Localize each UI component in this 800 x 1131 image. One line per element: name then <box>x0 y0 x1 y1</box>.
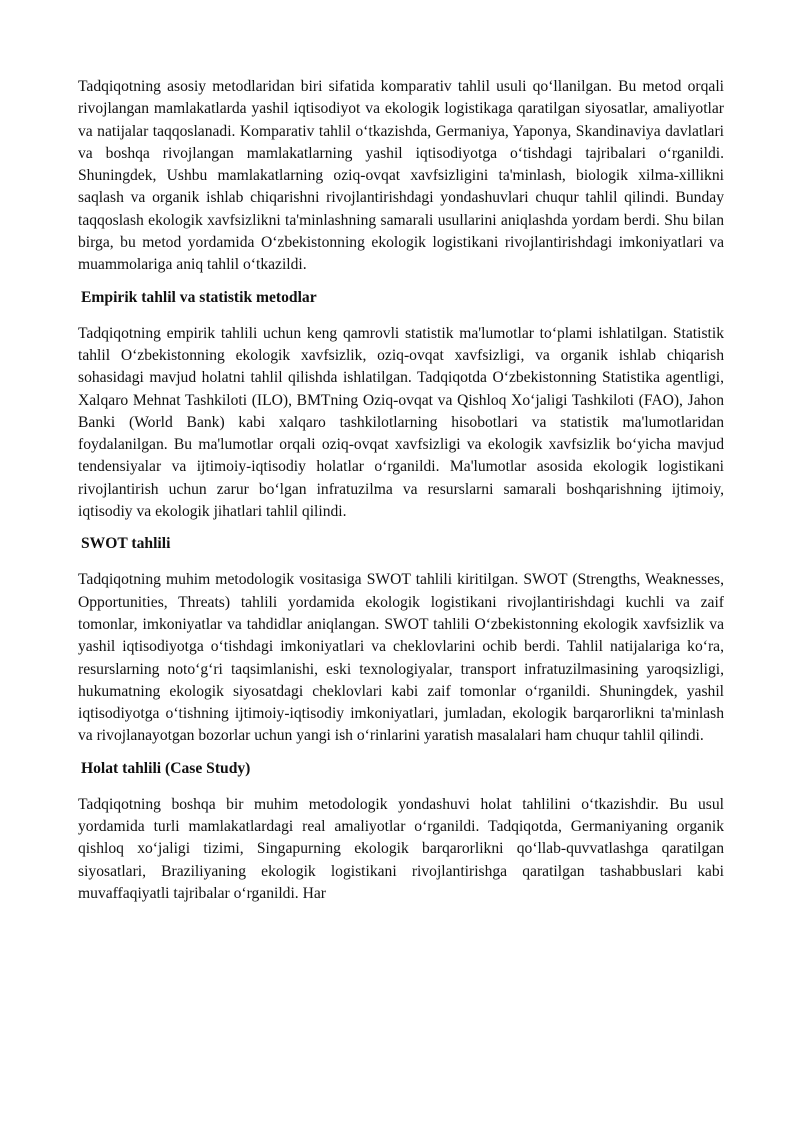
spacer <box>78 309 724 323</box>
paragraph-empirical-analysis: Tadqiqotning empirik tahlili uchun keng qamrovli statistik ma'lumotlar to‘plami ishlatilgan. Statistik tahlil O‘zbekistonning ekologik xavfsizlik, oziq-ovqat xavfsizligi, va organik ishlab chiqarish sohasidagi mavjud holatni tahlil qilishda ishlatilgan. Tadqiqotda O‘zbekistonning Statistika agentligi, Xalqaro Mehnat Tashkiloti (ILO), BMTning Oziq-ovqat va Qishloq Xo‘jaligi Tashkiloti (FAO), Jahon Banki (World Bank) kabi xalqaro tashkilotlarning hisobotlari va statistik ma'lumotlaridan foydalanilgan. Bu ma'lumotlar orqali oziq-ovqat xavfsizligi va ekologik xavfsizlik bo‘yicha mavjud tendensiyalar va ijtimoiy-iqtisodiy holatlar o‘rganildi. Ma'lumotlar asosida ekologik logistikani rivojlantirish uchun zarur bo‘lgan infratuzilma va resurslarni samarali boshqarishning ijtimoiy, iqtisodiy va ekologik jihatlari tahlil qilindi. <box>78 324 724 521</box>
section-heading-empirical-analysis: Empirik tahlil va statistik metodlar <box>81 288 317 306</box>
paragraph-comparative-analysis: Tadqiqotning asosiy metodlaridan biri sifatida komparativ tahlil usuli qo‘llanilgan. Bu metod orqali rivojlangan mamlakatlarda yashil iqtisodiyot va ekologik logistikaga qaratilgan siyosatlar, amaliyotlar va natijalar taqqoslanadi. Komparativ tahlil o‘tkazishda, Germaniya, Yaponya, Skandinaviya davlatlari va boshqa rivojlangan mamlakatlarning yashil iqtisodiyotga o‘tishdagi tajribalari o‘rganildi. Shuningdek, Ushbu mamlakatlarning oziq-ovqat xavfsizligini ta'minlash, biologik xilma-xillikni saqlash va organik ishlab chiqarishni rivojlantirishdagi yondashuvlari chuqur tahlil qilindi. Bunday taqqoslash ekologik xavfsizlikni ta'minlashning samarali usullarini aniqlashda yordam berdi. Shu bilan birga, bu metod yordamida O‘zbekistonning ekologik logistikani rivojlantirishdagi imkoniyatlari va muammolariga aniq tahlil o‘tkazildi. <box>78 78 724 274</box>
spacer <box>78 555 724 569</box>
paragraph-swot-analysis: Tadqiqotning muhim metodologik vositasiga SWOT tahlili kiritilgan. SWOT (Strengths, Weaknesses, Opportunities, Threats) tahlili yordamida ekologik logistikani rivojlantirishdagi kuchli va zaif tomonlar, imkoniyatlar va tahdidlar aniqlangan. SWOT tahlili O‘zbekistonning ekologik xavfsizlik va yashil iqtisodiyotga o‘tishdagi imkoniyatlari va cheklovlarini ochib berdi. Tahlil natijalariga ko‘ra, resurslarning noto‘g‘ri taqsimlanishi, eski texnologiyalar, transport infratuzilmasining yaroqsizligi, hukumatning ekologik siyosatdagi cheklovlari kabi zaif tomonlar o‘rganildi. Shuningdek, yashil iqtisodiyotga o‘tishning ijtimoiy-iqtisodiy imkoniyatlari, jumladan, ekologik barqarorlikni ta'minlash va rivojlanayotgan bozorlar uchun yangi ish o‘rinlarini yaratish masalalari ham chuqur tahlil qilindi. <box>78 571 724 745</box>
document-page <box>78 76 724 905</box>
paragraph-case-study: Tadqiqotning boshqa bir muhim metodologik yondashuvi holat tahlilini o‘tkazishdir. Bu usul yordamida turli mamlakatlardagi real amaliyotlar o‘rganildi. Tadqiqotda, Germaniyaning organik qishloq xo‘jaligi tizimi, Singapurning ekologik barqarorlikni qo‘llab-quvvatlashga qaratilgan siyosatlari, Braziliyaning ekologik logistikani rivojlantirishga qaratilgan tashabbuslari kabi muvaffaqiyatli tajribalar o‘rganildi. Har <box>78 795 724 902</box>
spacer <box>78 780 724 794</box>
spacer <box>78 523 724 533</box>
spacer <box>78 277 724 287</box>
section-heading-swot-analysis: SWOT tahlili <box>81 535 171 553</box>
spacer <box>78 748 724 758</box>
section-heading-case-study: Holat tahlili (Case Study) <box>81 759 251 777</box>
